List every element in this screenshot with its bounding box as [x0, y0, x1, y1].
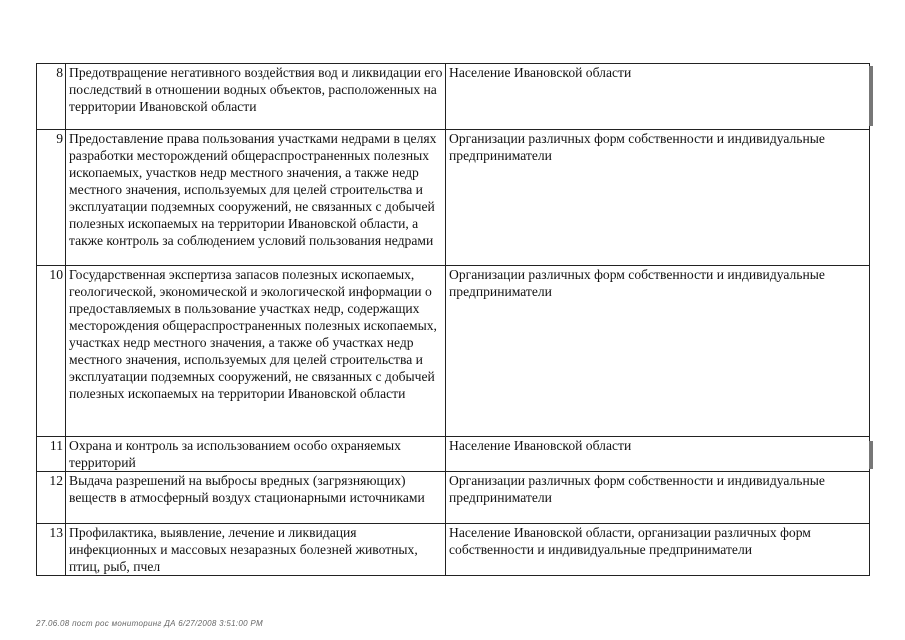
service-recipients: Организации различных форм собственности и индивидуальные предприниматели	[446, 266, 870, 437]
row-number: 9	[37, 130, 66, 266]
service-recipients: Население Ивановской области, организации различных форм собственности и индивидуальные предприниматели	[446, 524, 870, 576]
service-name: Предотвращение негативного воздействия вод и ликвидации его последствий в отношении водных объектов, расположенных на территории Ивановской области	[66, 64, 446, 130]
service-name: Выдача разрешений на выбросы вредных (загрязняющих) веществ в атмосферный воздух стационарными источниками	[66, 472, 446, 524]
service-name: Профилактика, выявление, лечение и ликвидация инфекционных и массовых незаразных болезней животных, птиц, рыб, пчел	[66, 524, 446, 576]
service-recipients: Организации различных форм собственности и индивидуальные предприниматели	[446, 472, 870, 524]
service-name: Государственная экспертиза запасов полезных ископаемых, геологической, экономической и экологической информации о предоставляемых в пользование участках недр, содержащих месторождения общераспространенных полезных ископаемых, участках недр местного значения, а также об участках недр местного значения, используемых для целей строительства и эксплуатации подземных сооружений, не связанных с добычей полезных ископаемых на территории Ивановской области	[66, 266, 446, 437]
row-number: 12	[37, 472, 66, 524]
service-recipients: Население Ивановской области	[446, 64, 870, 130]
service-recipients: Население Ивановской области	[446, 437, 870, 472]
scan-artifact	[869, 441, 873, 469]
scan-artifact	[869, 66, 873, 126]
service-name: Предоставление права пользования участками недрами в целях разработки месторождений общераспространенных полезных ископаемых, участков недр местного значения, а также недр местного значения, используемых для целей строительства и эксплуатации подземных сооружений, не связанных с добычей полезных ископаемых на территории Ивановской области, а также контроль за соблюдением условий пользования недрами	[66, 130, 446, 266]
row-number: 13	[37, 524, 66, 576]
row-number: 11	[37, 437, 66, 472]
row-number: 10	[37, 266, 66, 437]
row-number: 8	[37, 64, 66, 130]
services-table	[36, 63, 870, 576]
table-row	[37, 472, 870, 524]
service-name: Охрана и контроль за использованием особо охраняемых территорий	[66, 437, 446, 472]
table-row	[37, 64, 870, 130]
footer-stamp: 27.06.08 пост рос мониторинг ДА 6/27/2008 3:51:00 PM	[36, 619, 264, 628]
service-recipients: Организации различных форм собственности и индивидуальные предприниматели	[446, 130, 870, 266]
table-row	[37, 130, 870, 266]
table-row	[37, 266, 870, 437]
table-row	[37, 437, 870, 472]
table-row	[37, 524, 870, 576]
